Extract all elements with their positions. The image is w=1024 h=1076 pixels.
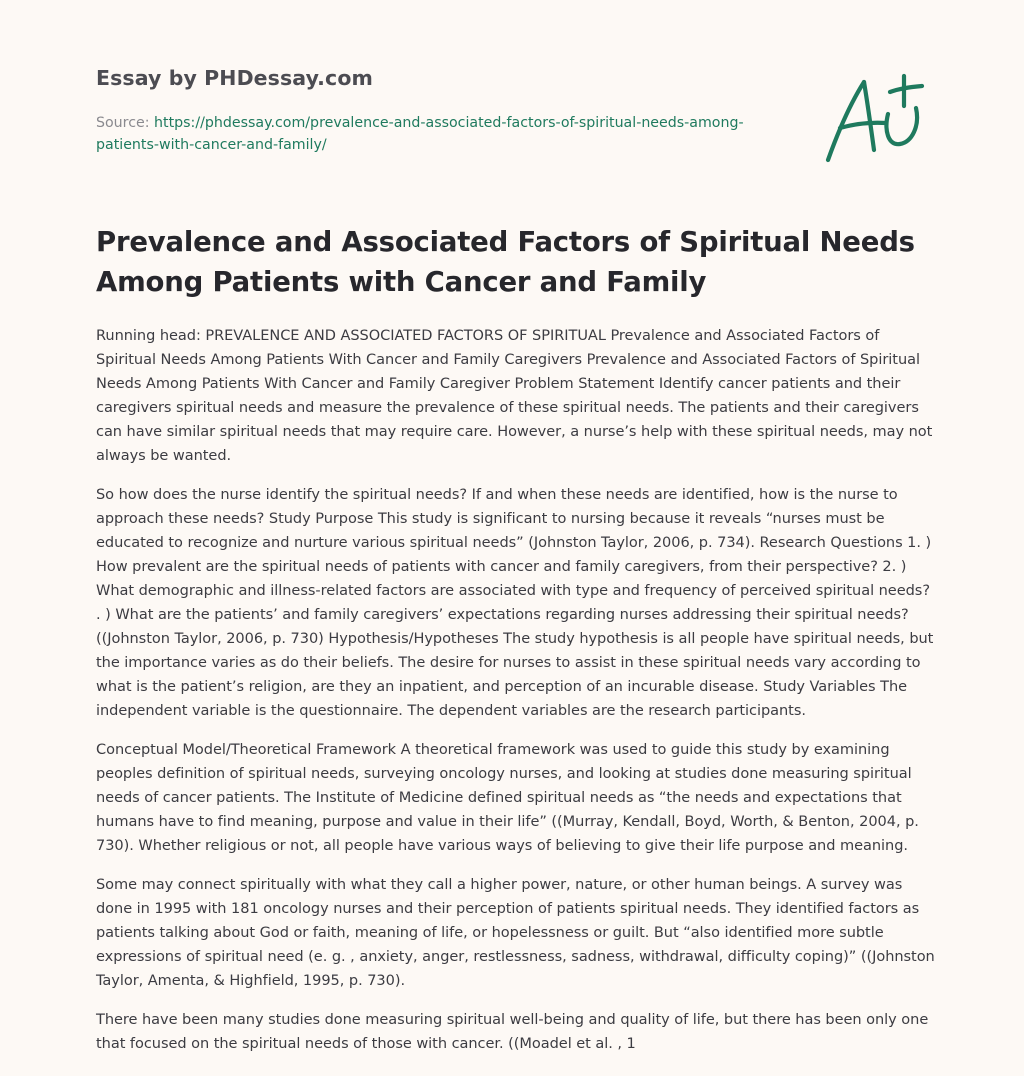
essay-body [96, 324, 936, 1071]
essay-paragraph: There have been many studies done measuring spiritual well-being and quality of life, but there has been only one that focused on the spiritual needs of those with cancer. ((Moadel et al. , 1 [96, 1011, 929, 1052]
source-line [96, 112, 756, 156]
site-name: Essay by PHDessay.com [96, 66, 373, 90]
essay-paragraph: Some may connect spiritually with what they call a higher power, nature, or other human beings. A survey was done in 1995 with 181 oncology nurses and their perception of patients spiritual needs. They identified factors as patients talking about God or faith, meaning of life, or hopelessness or guilt. But “also identified more subtle expressions of spiritual need (e. g. , anxiety, anger, restlessness, sadness, withdrawal, difficulty coping)” ((Johnston Taylor, Amenta, & Highfield, 1995, p. 730). [96, 876, 935, 989]
essay-header [96, 0, 936, 200]
source-label: Source: [96, 115, 150, 131]
essay-paragraph: Running head: PREVALENCE AND ASSOCIATED FACTORS OF SPIRITUAL Prevalence and Associated Factors of Spiritual Needs Among Patients With Cancer and Family Caregivers Prevalence and Associated Factors of Spiritual Needs Among Patients With Cancer and Family Caregiver Problem Statement Identify cancer patients and their caregivers spiritual needs and measure the prevalence of these spiritual needs. The patients and their caregivers can have similar spiritual needs that may require care. However, a nurse’s help with these spiritual needs, may not always be wanted. [96, 327, 933, 464]
essay-paragraph: Conceptual Model/Theoretical Framework A theoretical framework was used to guide this study by examining peoples definition of spiritual needs, surveying oncology nurses, and looking at studies done measuring spiritual needs of cancer patients. The Institute of Medicine defined spiritual needs as “the needs and expectations that humans have to find meaning, purpose and value in their life” ((Murray, Kendall, Boyd, Worth, & Benton, 2004, p. 730). Whether religious or not, all people have various ways of believing to give their life purpose and meaning. [96, 741, 919, 854]
essay-title: Prevalence and Associated Factors of Spiritual Needs Among Patients with Cancer and Family [96, 226, 915, 298]
source-link[interactable]: https://phdessay.com/prevalence-and-associated-factors-of-spiritual-needs-among-patients-with-cancer-and-family/ [96, 115, 744, 153]
essay-page [96, 0, 936, 1052]
a-plus-grade-logo-icon [824, 70, 928, 166]
essay-paragraph: So how does the nurse identify the spiritual needs? If and when these needs are identified, how is the nurse to approach these needs? Study Purpose This study is significant to nursing because it reveals “nurses must be educated to recognize and nurture various spiritual needs” (Johnston Taylor, 2006, p. 734). Research Questions 1. ) How prevalent are the spiritual needs of patients with cancer and family caregivers, from their perspective? 2. ) What demographic and illness-related factors are associated with type and frequency of perceived spiritual needs? . ) What are the patients’ and family caregivers’ expectations regarding nurses addressing their spiritual needs? ((Johnston Taylor, 2006, p. 730) Hypothesis/Hypotheses The study hypothesis is all people have spiritual needs, but the importance varies as do their beliefs. The desire for nurses to assist in these spiritual needs vary according to what is the patient’s religion, are they an inpatient, and perception of an incurable disease. Study Variables The independent variable is the questionnaire. The dependent variables are the research participants. [96, 486, 934, 719]
